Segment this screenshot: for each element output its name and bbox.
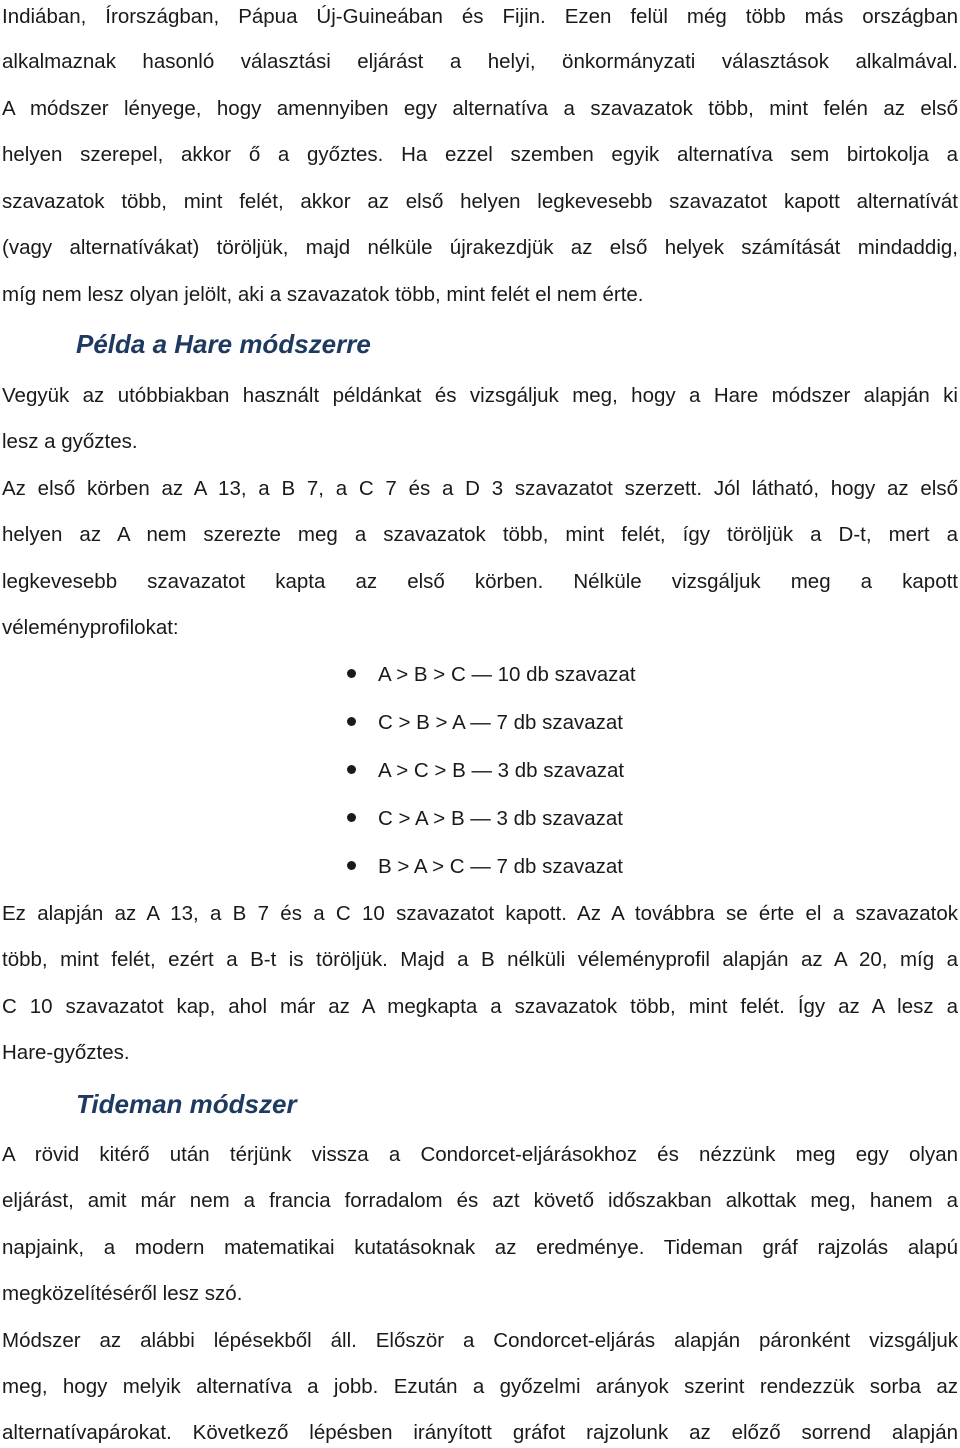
bullet-icon: [347, 717, 356, 726]
list-item: [347, 756, 624, 786]
list-item-text: C > A > B — 3 db szavazat: [378, 807, 623, 830]
text-line: míg nem lesz olyan jelölt, aki a szavazatok több, mint felét el nem érte.: [2, 283, 644, 306]
text-line: alkalmaznak hasonló választási eljárást a helyi, önkormányzati választások alkalmával.: [2, 50, 958, 73]
text-line: alternatívapárokat. Következő lépésben irányított gráfot rajzolunk az előző sorrend alapján: [2, 1421, 958, 1444]
text-line: meg, hogy melyik alternatíva a jobb. Ezután a győzelmi arányok szerint rendezzük sorba az: [2, 1375, 958, 1398]
text-line: véleményprofilokat:: [2, 616, 179, 639]
list-item-text: C > B > A — 7 db szavazat: [378, 711, 623, 734]
bullet-icon: [347, 861, 356, 870]
text-line: Az első körben az A 13, a B 7, a C 7 és a D 3 szavazatot szerzett. Jól látható, hogy az első: [2, 477, 958, 500]
bullet-icon: [347, 669, 356, 678]
list-item-text: A > B > C — 10 db szavazat: [378, 663, 636, 686]
text-line: Ez alapján az A 13, a B 7 és a C 10 szavazatot kapott. Az A továbbra se érte el a szavazatok: [2, 902, 958, 925]
bullet-icon: [347, 813, 356, 822]
text-line: Módszer az alábbi lépésekből áll. Először a Condorcet-eljárás alapján páronként vizsgáljuk: [2, 1329, 958, 1352]
list-item: [347, 660, 636, 690]
text-line: megközelítéséről lesz szó.: [2, 1282, 243, 1305]
text-line: szavazatok több, mint felét, akkor az első helyen legkevesebb szavazatot kapott alternatívát: [2, 190, 958, 213]
list-item-text: B > A > C — 7 db szavazat: [378, 855, 623, 878]
text-line: (vagy alternatívákat) töröljük, majd nélküle újrakezdjük az első helyek számítását mindaddig,: [2, 236, 958, 259]
text-line: Vegyük az utóbbiakban használt példánkat és vizsgáljuk meg, hogy a Hare módszer alapján ki: [2, 384, 958, 407]
text-line: A módszer lényege, hogy amennyiben egy alternatíva a szavazatok több, mint felén az első: [2, 97, 958, 120]
list-item: [347, 708, 623, 738]
text-line: több, mint felét, ezért a B-t is töröljük. Majd a B nélküli véleményprofil alapján az A 20, míg a: [2, 948, 958, 971]
text-line: Indiában, Írországban, Pápua Új-Guineában és Fijin. Ezen felül még több más országban: [2, 5, 958, 28]
list-item: [347, 804, 623, 834]
text-line: napjaink, a modern matematikai kutatásoknak az eredménye. Tideman gráf rajzolás alapú: [2, 1236, 958, 1259]
text-line: helyen az A nem szerezte meg a szavazatok több, mint felét, így töröljük a D-t, mert a: [2, 523, 958, 546]
list-item: [347, 852, 623, 882]
section-heading: Tideman módszer: [76, 1089, 297, 1119]
text-line: Hare-győztes.: [2, 1041, 130, 1064]
text-line: eljárást, amit már nem a francia forradalom és azt követő időszakban alkottak meg, hanem a: [2, 1189, 958, 1212]
text-line: legkevesebb szavazatot kapta az első körben. Nélküle vizsgáljuk meg a kapott: [2, 570, 958, 593]
bullet-icon: [347, 765, 356, 774]
section-heading: Példa a Hare módszerre: [76, 329, 371, 359]
text-line: helyen szerepel, akkor ő a győztes. Ha ezzel szemben egyik alternatíva sem birtokolja a: [2, 143, 958, 166]
text-line: lesz a győztes.: [2, 430, 138, 453]
list-item-text: A > C > B — 3 db szavazat: [378, 759, 625, 782]
text-line: C 10 szavazatot kap, ahol már az A megkapta a szavazatok több, mint felét. Így az A lesz a: [2, 995, 958, 1018]
text-line: A rövid kitérő után térjünk vissza a Condorcet-eljárásokhoz és nézzünk meg egy olyan: [2, 1143, 958, 1166]
